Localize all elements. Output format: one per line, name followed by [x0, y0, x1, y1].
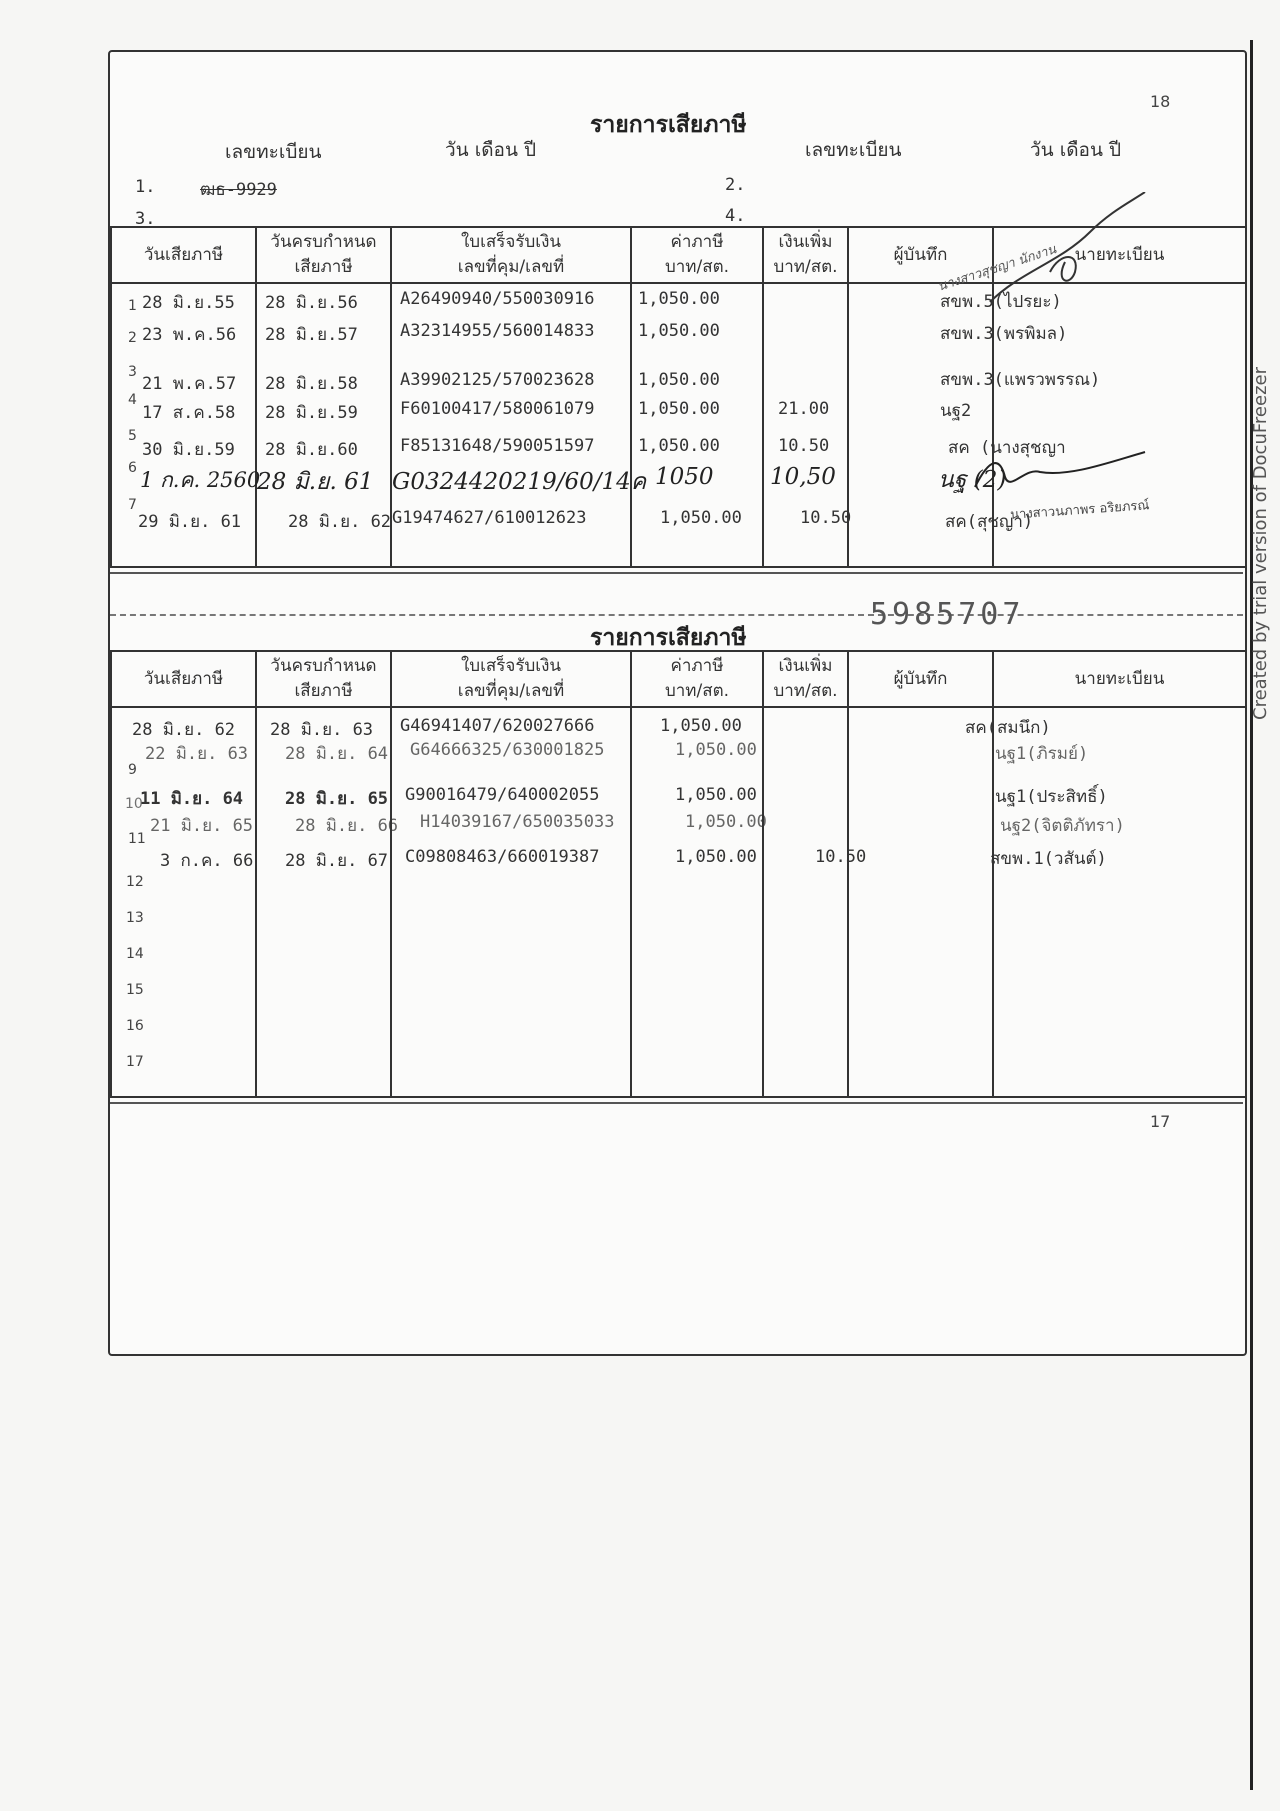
due-date: 28 มิ.ย. 61	[257, 469, 374, 495]
tax-amount: 1,050.00	[638, 399, 720, 419]
recorder: สค(สมนึก)	[965, 718, 1051, 738]
page-edge-line	[1250, 40, 1253, 1790]
receipt-number: F85131648/590051597	[400, 436, 595, 456]
row-number: 4	[128, 392, 137, 408]
tax-record-page	[108, 50, 1247, 1356]
col-receipt: ใบเสร็จรับเงิน เลขที่คุม/เลขที่	[391, 651, 631, 707]
col-paid-date: วันเสียภาษี	[111, 651, 256, 707]
row-number: 10	[125, 796, 143, 812]
reg-number-2: 2.	[725, 175, 746, 195]
recorder: นฐ (2)	[938, 467, 1007, 493]
paid-date: 1 ก.ค. 2560	[140, 468, 261, 492]
paid-date: 21 พ.ค.57	[142, 374, 237, 394]
col-tax: ค่าภาษี บาท/สต.	[631, 227, 763, 283]
receipt-number: A26490940/550030916	[400, 289, 595, 309]
paid-date: 30 มิ.ย.59	[142, 440, 235, 460]
recorder: สขพ.3(พรพิมล)	[940, 324, 1068, 344]
paid-date: 17 ส.ค.58	[142, 403, 236, 423]
tax-amount: 1,050.00	[685, 812, 767, 832]
recorder: นฐ1(ประสิทธิ์)	[995, 787, 1108, 807]
row-number: 5	[128, 428, 137, 444]
recorder: นฐ2(จิตติภัทรา)	[1000, 816, 1125, 836]
recorder: สขพ.1(วสันต์)	[990, 849, 1107, 869]
due-date: 28 มิ.ย. 66	[295, 816, 399, 836]
reg-number-4: 4.	[725, 206, 746, 226]
row-number-empty: 16	[126, 1018, 144, 1034]
col-recorder: ผู้บันทึก	[848, 227, 993, 283]
paid-date: 23 พ.ค.56	[142, 325, 237, 345]
surcharge-amount: 10.50	[800, 508, 852, 528]
paid-date: 29 มิ.ย. 61	[138, 512, 242, 532]
row-number: 3	[128, 364, 137, 380]
recorder: สค(สุชญา)	[945, 512, 1034, 532]
reg-number-1: 1.	[135, 177, 156, 197]
tax-amount: 1,050.00	[675, 785, 757, 805]
col-registrar: นายทะเบียน	[993, 227, 1246, 283]
row-number: 1	[128, 298, 137, 314]
col-surcharge: เงินเพิ่ม บาท/สต.	[763, 651, 848, 707]
footer-divider	[110, 1102, 1243, 1104]
tax-amount: 1,050.00	[660, 508, 742, 528]
tax-amount: 1,050.00	[675, 740, 757, 760]
paid-date: 22 มิ.ย. 63	[145, 744, 249, 764]
due-date: 28 มิ.ย.58	[265, 374, 358, 394]
receipt-number: G64666325/630001825	[410, 740, 605, 760]
due-date: 28 มิ.ย.60	[265, 440, 358, 460]
col-surcharge: เงินเพิ่ม บาท/สต.	[763, 227, 848, 283]
recorder: นฐ1(ภิรมย์)	[995, 744, 1089, 764]
row-number: 2	[128, 330, 137, 346]
recorder: สค (นางสุชญา	[948, 438, 1066, 458]
row-number: 11	[128, 831, 146, 847]
row-number-empty: 15	[126, 982, 144, 998]
section1-title: รายการเสียภาษี	[590, 111, 747, 138]
due-date: 28 มิ.ย. 64	[285, 744, 389, 764]
registrar-signature-1	[980, 192, 1150, 312]
date-label-right: วัน เดือน ปี	[1030, 139, 1122, 161]
receipt-number: G0324420219/60/14ค	[392, 469, 647, 495]
due-date: 28 มิ.ย. 63	[270, 720, 374, 740]
section2-header-row	[111, 651, 1246, 707]
due-date: 28 มิ.ย. 62	[288, 512, 392, 532]
col-due-date: วันครบกำหนด เสียภาษี	[256, 227, 391, 283]
tax-amount: 1,050.00	[638, 370, 720, 390]
reg-label-left: เลขทะเบียน	[225, 141, 322, 163]
col-paid-date: วันเสียภาษี	[111, 227, 256, 283]
tax-amount: 1,050.00	[675, 847, 757, 867]
reg-value-1: ฒธ-9929	[200, 180, 277, 200]
receipt-number: H14039167/650035033	[420, 812, 615, 832]
surcharge-amount: 21.00	[778, 399, 830, 419]
tax-amount: 1050	[655, 464, 714, 490]
row-number: 6	[128, 460, 137, 476]
recorder: สขพ.5(ไปรยะ)	[940, 292, 1062, 312]
section-divider	[110, 572, 1243, 574]
receipt-number: G90016479/640002055	[405, 785, 600, 805]
row-number: 7	[128, 497, 137, 513]
tax-amount: 1,050.00	[638, 321, 720, 341]
reg-label-right: เลขทะเบียน	[805, 139, 902, 161]
due-date: 28 มิ.ย.59	[265, 403, 358, 423]
due-date: 28 มิ.ย. 65	[285, 789, 389, 809]
paid-date: 21 มิ.ย. 65	[150, 816, 254, 836]
due-date: 28 มิ.ย.57	[265, 325, 358, 345]
col-receipt: ใบเสร็จรับเงิน เลขที่คุม/เลขที่	[391, 227, 631, 283]
document-number: 5985707	[870, 597, 1025, 632]
tax-amount: 1,050.00	[660, 716, 742, 736]
paid-date: 28 มิ.ย. 62	[132, 720, 236, 740]
section2-title: รายการเสียภาษี	[590, 624, 747, 651]
receipt-number: G46941407/620027666	[400, 716, 595, 736]
registrar-name-stamp: นางสาวนภาพร อริยภรณ์	[1009, 498, 1150, 523]
reg-number-3: 3.	[135, 209, 156, 229]
row-number-empty: 12	[126, 874, 144, 890]
registrar-signature-2	[970, 447, 1150, 497]
row-number-empty: 17	[126, 1054, 144, 1070]
row-number: 9	[128, 762, 137, 778]
tax-amount: 1,050.00	[638, 289, 720, 309]
receipt-number: A32314955/560014833	[400, 321, 595, 341]
surcharge-amount: 10.50	[778, 436, 830, 456]
page-number-top: 18	[1150, 92, 1171, 111]
receipt-number: C09808463/660019387	[405, 847, 600, 867]
registrar-stamp: นางสาวสุชญา นักงาน	[936, 242, 1059, 295]
row-number-empty: 13	[126, 910, 144, 926]
recorder: สขพ.3(แพรวพรรณ)	[940, 370, 1101, 390]
paid-date: 28 มิ.ย.55	[142, 293, 235, 313]
col-tax: ค่าภาษี บาท/สต.	[631, 651, 763, 707]
receipt-number: G19474627/610012623	[392, 508, 587, 528]
date-label-left: วัน เดือน ปี	[445, 139, 537, 161]
col-recorder: ผู้บันทึก	[848, 651, 993, 707]
due-date: 28 มิ.ย.56	[265, 293, 358, 313]
receipt-number: A39902125/570023628	[400, 370, 595, 390]
col-registrar: นายทะเบียน	[993, 651, 1246, 707]
col-due-date: วันครบกำหนด เสียภาษี	[256, 651, 391, 707]
paid-date: 3 ก.ค. 66	[160, 851, 254, 871]
paid-date: 11 มิ.ย. 64	[140, 789, 244, 809]
surcharge-amount: 10,50	[770, 464, 836, 490]
row-number-empty: 14	[126, 946, 144, 962]
page-number-bottom: 17	[1150, 1112, 1171, 1131]
due-date: 28 มิ.ย. 67	[285, 851, 389, 871]
section-divider-dashed	[110, 614, 1243, 616]
recorder: นฐ2	[940, 401, 972, 421]
trial-watermark: Created by trial version of DocuFreezer	[1250, 367, 1271, 720]
surcharge-amount: 10.50	[815, 847, 867, 867]
tax-amount: 1,050.00	[638, 436, 720, 456]
receipt-number: F60100417/580061079	[400, 399, 595, 419]
